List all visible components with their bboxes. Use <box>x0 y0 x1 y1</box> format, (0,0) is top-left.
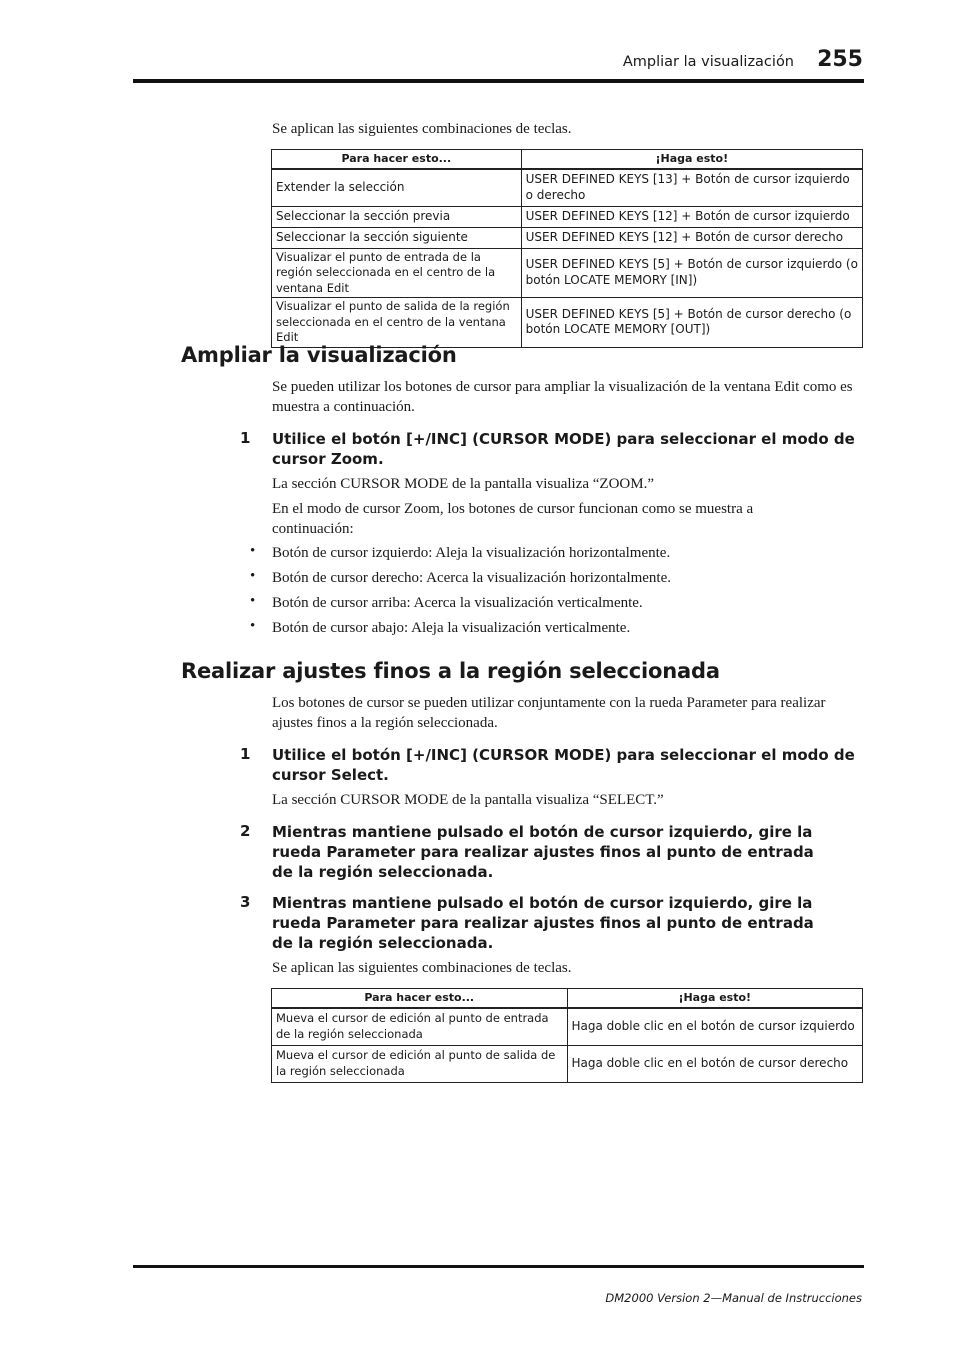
page-number: 255 <box>817 47 863 72</box>
table-cell: Visualizar el punto de entrada de la región seleccionada en el centro de la ventana Edit <box>272 248 522 298</box>
bullet-item: Botón de cursor arriba: Acerca la visualización verticalmente. <box>272 595 643 611</box>
step-instruction: Mientras mantiene pulsado el botón de cursor izquierdo, gire la rueda Parameter para realizar ajustes finos al punto de entrada de la región seleccionada. <box>272 894 814 952</box>
section-heading-zoom: Ampliar la visualización <box>181 343 457 367</box>
table-cell: Haga doble clic en el botón de cursor derecho <box>567 1045 862 1082</box>
bullet-item: Botón de cursor derecho: Acerca la visualización horizontalmente. <box>272 570 672 586</box>
bullet-marker: • <box>250 543 256 559</box>
bullet-marker: • <box>250 568 256 584</box>
table2-header-action: Para hacer esto... <box>272 989 568 1009</box>
step-instruction: Utilice el botón [+/INC] (CURSOR MODE) para seleccionar el modo de cursor Select. <box>272 746 855 784</box>
table-cell: USER DEFINED KEYS [5] + Botón de cursor derecho (o botón LOCATE MEMORY [OUT]) <box>521 298 862 348</box>
step-number: 1 <box>240 429 251 447</box>
table-cell: Seleccionar la sección siguiente <box>272 227 522 248</box>
table-cell: USER DEFINED KEYS [12] + Botón de cursor izquierdo <box>521 206 862 227</box>
table-cell: Mueva el cursor de edición al punto de salida de la región seleccionada <box>272 1045 568 1082</box>
section1-paragraph: Se pueden utilizar los botones de cursor para ampliar la visualización de la ventana Edit como es muestra a continuación. <box>272 379 853 415</box>
table1-header-do: ¡Haga esto! <box>521 150 862 170</box>
footer-rule <box>133 1265 864 1268</box>
key-combination-table-2 <box>271 988 863 1083</box>
table1-header-action: Para hacer esto... <box>272 150 522 170</box>
section2-paragraph: Los botones de cursor se pueden utilizar conjuntamente con la rueda Parameter para realizar ajustes finos a la región seleccionada. <box>272 695 826 731</box>
table1-intro: Se aplican las siguientes combinaciones de teclas. <box>272 121 572 137</box>
step-number: 1 <box>240 745 251 763</box>
key-combination-table-1 <box>271 149 863 348</box>
table-row <box>272 248 863 298</box>
table-cell: Mueva el cursor de edición al punto de entrada de la región seleccionada <box>272 1008 568 1045</box>
table-row <box>272 227 863 248</box>
step-number: 3 <box>240 893 251 911</box>
table-cell: Extender la selección <box>272 169 522 206</box>
step-note: En el modo de cursor Zoom, los botones de cursor funcionan como se muestra a continuación: <box>272 501 754 537</box>
bullet-item: Botón de cursor izquierdo: Aleja la visualización horizontalmente. <box>272 545 671 561</box>
table-cell: USER DEFINED KEYS [12] + Botón de cursor derecho <box>521 227 862 248</box>
table-row <box>272 298 863 348</box>
table-cell: USER DEFINED KEYS [5] + Botón de cursor izquierdo (o botón LOCATE MEMORY [IN]) <box>521 248 862 298</box>
table-cell: Haga doble clic en el botón de cursor izquierdo <box>567 1008 862 1045</box>
step-note: La sección CURSOR MODE de la pantalla visualiza “SELECT.” <box>272 792 664 808</box>
table-cell: Seleccionar la sección previa <box>272 206 522 227</box>
bullet-item: Botón de cursor abajo: Aleja la visualización verticalmente. <box>272 620 631 636</box>
step-number: 2 <box>240 822 251 840</box>
footer-manual-title: DM2000 Version 2—Manual de Instrucciones <box>605 1291 862 1305</box>
section-heading-fine-adjust: Realizar ajustes finos a la región seleccionada <box>181 659 720 683</box>
step-instruction: Utilice el botón [+/INC] (CURSOR MODE) para seleccionar el modo de cursor Zoom. <box>272 430 855 468</box>
bullet-marker: • <box>250 593 256 609</box>
table-row <box>272 206 863 227</box>
table2-intro: Se aplican las siguientes combinaciones de teclas. <box>272 960 572 976</box>
running-header-title: Ampliar la visualización <box>622 54 794 70</box>
table2-header-do: ¡Haga esto! <box>567 989 862 1009</box>
step-instruction: Mientras mantiene pulsado el botón de cursor izquierdo, gire la rueda Parameter para realizar ajustes finos al punto de entrada de la región seleccionada. <box>272 823 814 881</box>
header-rule <box>133 79 864 83</box>
table-cell: USER DEFINED KEYS [13] + Botón de cursor izquierdo o derecho <box>521 169 862 206</box>
table-row <box>272 169 863 206</box>
table-row <box>272 1008 863 1045</box>
table-row <box>272 1045 863 1082</box>
bullet-marker: • <box>250 618 256 634</box>
table-cell: Visualizar el punto de salida de la región seleccionada en el centro de la ventana Edit <box>272 298 522 348</box>
step-note: La sección CURSOR MODE de la pantalla visualiza “ZOOM.” <box>272 476 654 492</box>
